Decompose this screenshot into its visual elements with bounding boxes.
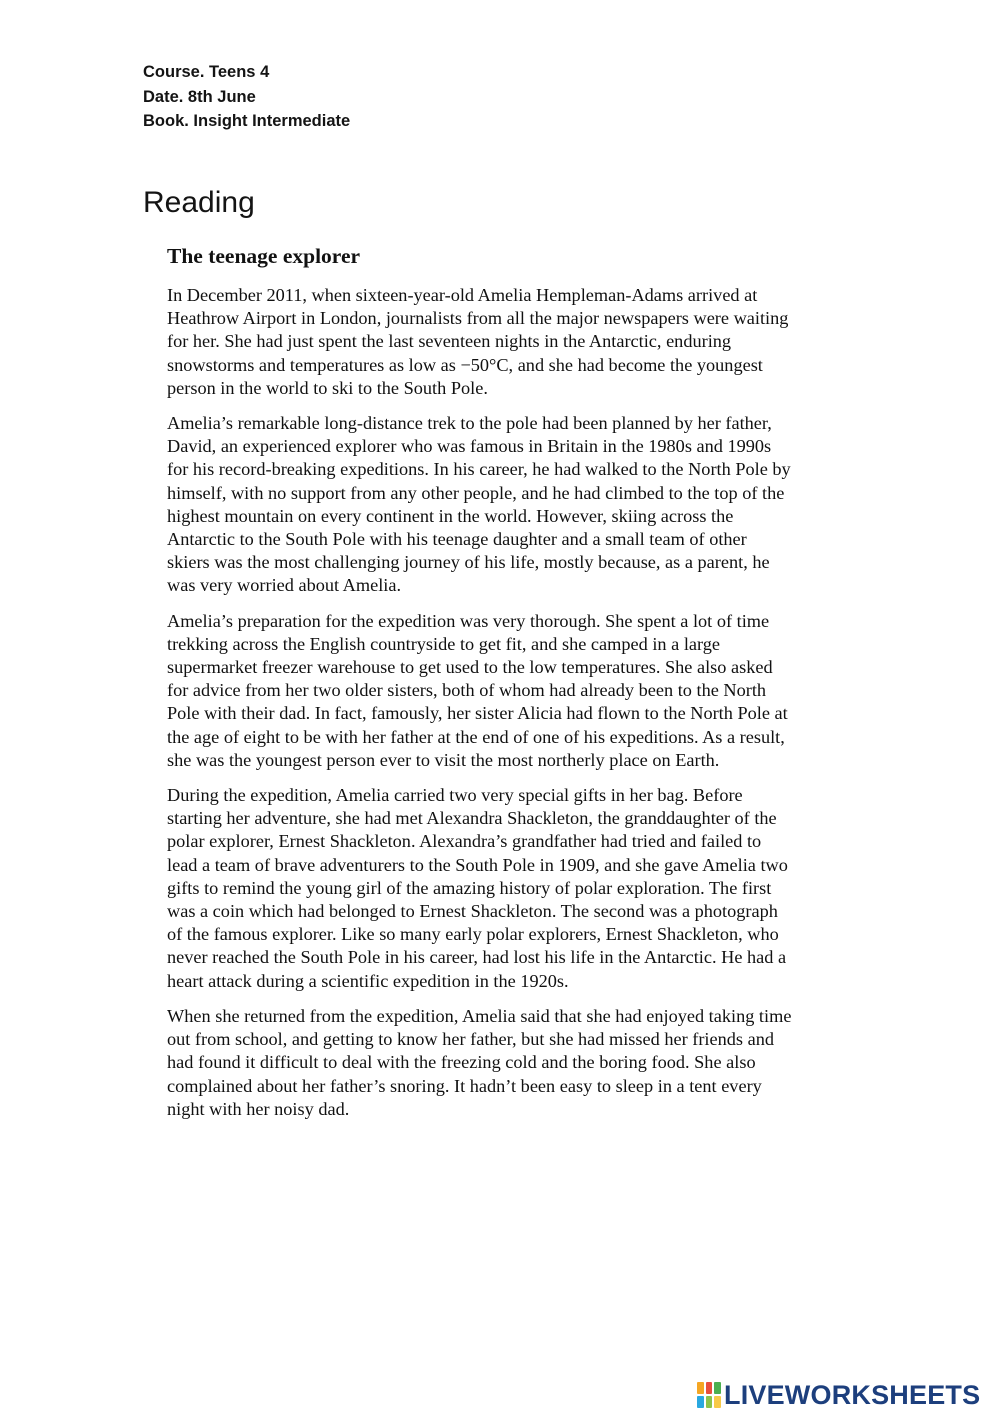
paragraph-line: for advice from her two older sisters, both of whom had already been to the North bbox=[167, 680, 767, 701]
article bbox=[167, 242, 867, 1133]
logo-tile bbox=[714, 1396, 721, 1408]
paragraph-line: she was the youngest person ever to visit the most northerly place on Earth. bbox=[167, 749, 720, 770]
article-title: The teenage explorer bbox=[167, 244, 361, 268]
paragraph-line: person in the world to ski to the South Pole. bbox=[167, 377, 488, 398]
paragraph-line: the age of eight to be with her father at the end of one of his expeditions. As a result, bbox=[167, 726, 785, 747]
paragraph-line: trekking across the English countryside to get fit, and she camped in a large bbox=[167, 633, 721, 654]
logo-tile bbox=[697, 1396, 704, 1408]
paragraph-line: snowstorms and temperatures as low as −50°C, and she had become the youngest bbox=[167, 354, 763, 375]
paragraph-line: Amelia’s remarkable long-distance trek to the pole had been planned by her father, bbox=[167, 413, 772, 434]
article-body bbox=[167, 284, 867, 1121]
paragraph-line: heart attack during a scientific expedition in the 1920s. bbox=[167, 970, 569, 991]
liveworksheets-logo bbox=[697, 1378, 980, 1412]
paragraph-line: never reached the South Pole in his career, had lost his life in the Antarctic. He had a bbox=[167, 947, 787, 968]
liveworksheets-logo-text: LIVEWORKSHEETS bbox=[724, 1379, 981, 1410]
logo-tile bbox=[714, 1382, 721, 1394]
course-label: Course. Teens 4 bbox=[143, 63, 270, 81]
paragraph-line: In December 2011, when sixteen-year-old Amelia Hempleman-Adams arrived at bbox=[167, 285, 758, 305]
paragraph-line: lead a team of brave adventurers to the South Pole in 1909, and she gave Amelia two bbox=[167, 854, 788, 875]
logo-tile bbox=[697, 1382, 704, 1394]
article-paragraph bbox=[167, 1005, 867, 1121]
paragraph-line: skiers was the most challenging journey of his life, mostly because, as a parent, he bbox=[167, 552, 770, 573]
logo-tile bbox=[706, 1396, 713, 1408]
article-paragraph bbox=[167, 784, 867, 993]
liveworksheets-logo-icon bbox=[697, 1382, 721, 1408]
logo-tile bbox=[706, 1382, 713, 1394]
section-heading: Reading bbox=[143, 186, 255, 219]
paragraph-line: himself, with no support from any other people, and he had climbed to the top of the bbox=[167, 482, 785, 503]
paragraph-line: supermarket freezer warehouse to get used to the low temperatures. She also asked bbox=[167, 657, 773, 678]
date-label: Date. 8th June bbox=[143, 87, 256, 106]
paragraph-line: highest mountain on every continent in the world. However, skiing across the bbox=[167, 505, 734, 526]
article-paragraph bbox=[167, 284, 867, 400]
paragraph-line: Antarctic to the South Pole with his teenage daughter and a small team of other bbox=[167, 529, 747, 550]
article-paragraph bbox=[167, 610, 867, 772]
paragraph-line: complained about her father’s snoring. It hadn’t been easy to sleep in a tent every bbox=[167, 1075, 762, 1096]
article-paragraph bbox=[167, 412, 867, 598]
paragraph-line: During the expedition, Amelia carried two very special gifts in her bag. Before bbox=[167, 785, 743, 806]
document-header bbox=[143, 60, 350, 134]
paragraph-line: gifts to remind the young girl of the amazing history of polar exploration. The first bbox=[167, 877, 772, 898]
paragraph-line: was very worried about Amelia. bbox=[167, 575, 402, 596]
paragraph-line: had found it difficult to deal with the freezing cold and the boring food. She also bbox=[167, 1052, 756, 1073]
paragraph-line: for his record-breaking expeditions. In his career, he had walked to the North Pole by bbox=[167, 459, 791, 480]
book-label: Book. Insight Intermediate bbox=[143, 112, 351, 130]
paragraph-line: was a coin which had belonged to Ernest Shackleton. The second was a photograph bbox=[167, 901, 778, 922]
paragraph-line: starting her adventure, she had met Alexandra Shackleton, the granddaughter of the bbox=[167, 808, 777, 829]
paragraph-line: out from school, and getting to know her father, but she had missed her friends and bbox=[167, 1029, 774, 1050]
paragraph-line: for her. She had just spent the last seventeen nights in the Antarctic, enduring bbox=[167, 331, 732, 352]
paragraph-line: Amelia’s preparation for the expedition was very thorough. She spent a lot of time bbox=[167, 610, 770, 631]
paragraph-line: Pole with their dad. In fact, famously, her sister Alicia had flown to the North Pole at bbox=[167, 703, 788, 724]
paragraph-line: David, an experienced explorer who was famous in Britain in the 1980s and 1990s bbox=[167, 436, 772, 457]
paragraph-line: night with her noisy dad. bbox=[167, 1098, 350, 1119]
paragraph-line: Heathrow Airport in London, journalists from all the major newspapers were waiting bbox=[167, 308, 789, 329]
paragraph-line: polar explorer, Ernest Shackleton. Alexandra’s grandfather had tried and failed to bbox=[167, 831, 762, 852]
paragraph-line: of the famous explorer. Like so many early polar explorers, Ernest Shackleton, who bbox=[167, 924, 779, 945]
paragraph-line: When she returned from the expedition, Amelia said that she had enjoyed taking time bbox=[167, 1005, 792, 1026]
